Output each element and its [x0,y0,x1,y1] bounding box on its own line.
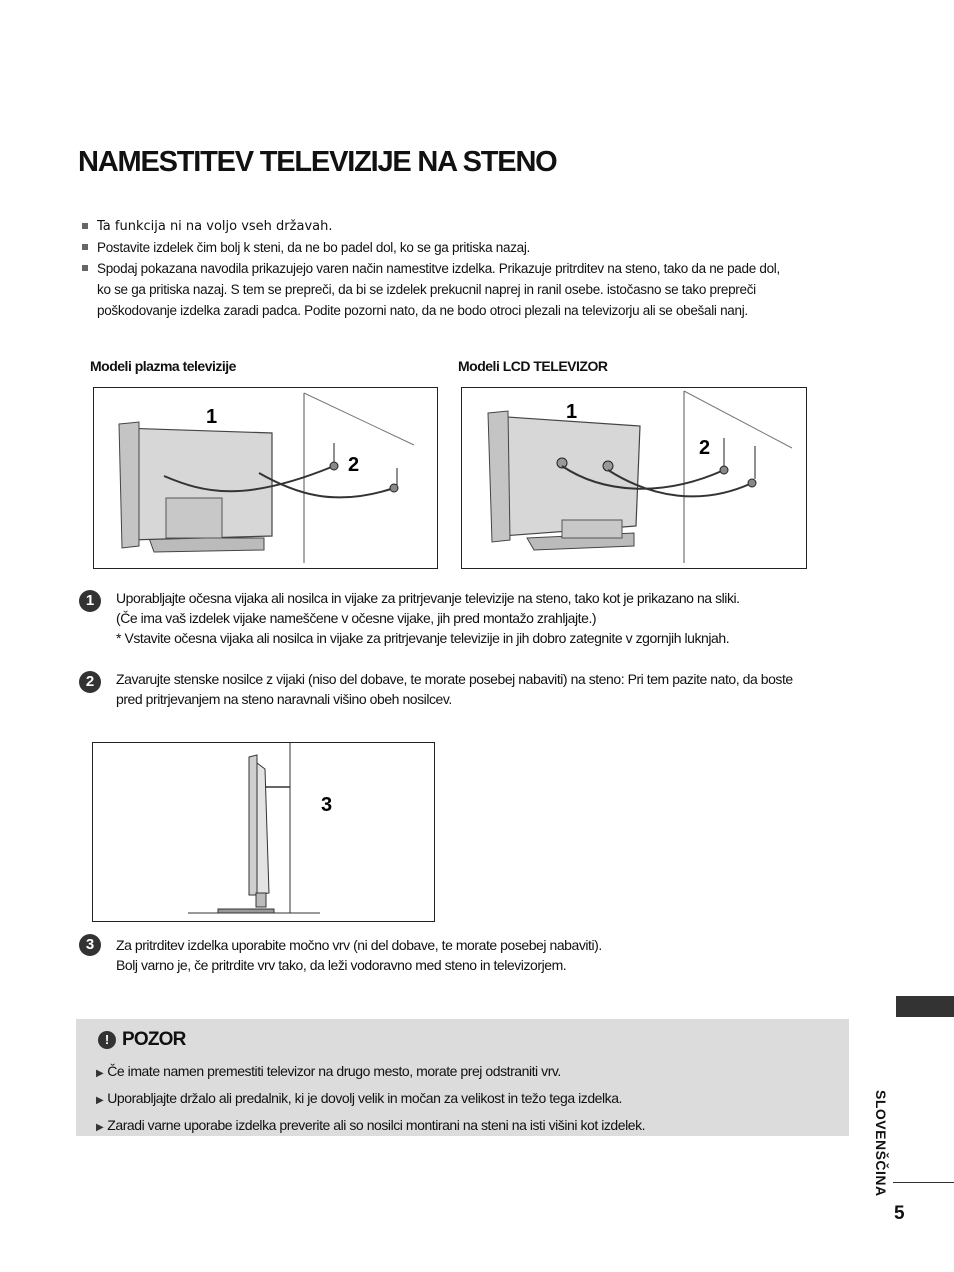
lcd-figure [461,387,807,569]
caution-item-text: Uporabljajte držalo ali predalnik, ki je dovolj velik in močan za velikost in težo tega izdelka. [107,1090,622,1106]
step-line: Zavarujte stenske nosilce z vijaki (niso del dobave, te morate posebej nabaviti) na steno: Pri tem pazite nato, da boste [116,671,793,687]
lcd-caption: Modeli LCD TELEVIZOR [458,358,608,374]
figure-label-2: 2 [699,437,711,459]
plasma-illustration [94,388,437,568]
figure-label-1: 1 [566,401,578,423]
caution-item [96,1113,645,1140]
figure-label-3: 3 [321,794,333,816]
language-label: SLOVENŠČINA [873,1090,889,1197]
step-line: Uporabljajte očesna vijaka ali nosilca in vijake za pritrjevanje televizije na steno, tako kot je prikazano na sliki. [116,590,740,606]
step-3-text [116,935,602,975]
caution-header [98,1029,186,1051]
caution-item [96,1086,645,1113]
caution-item-text: Zaradi varne uporabe izdelka preverite ali so nosilci montirani na steni na isti višini kot izdelek. [107,1117,646,1133]
step-number-1: 1 [79,590,101,612]
step-2-text [116,669,793,709]
language-tab-bar [896,996,954,1017]
bullet-item [80,258,820,321]
bullet-line: Spodaj pokazana navodila prikazujejo varen način namestitve izdelka. Prikazuje pritrditev na steno, tako da ne pade dol, [97,261,780,276]
page-title: NAMESTITEV TELEVIZIJE NA STENO [78,146,557,178]
plasma-figure [93,387,438,569]
bullet-item: Ta funkcija ni na voljo vseh državah. [80,216,820,237]
figure-label-1: 1 [206,406,218,428]
step-line: Bolj varno je, če pritrdite vrv tako, da leži vodoravno med steno in televizorjem. [116,957,567,973]
warning-icon: ! [98,1031,116,1049]
bullet-item: Postavite izdelek čim bolj k steni, da ne bo padel dol, ko se ga pritiska nazaj. [80,237,820,258]
caution-list [96,1059,645,1140]
step-1-text [116,588,740,648]
step-line: * Vstavite očesna vijaka ali nosilca in vijake za pritrjevanje televizije in jih dobro zategnite v zgornjih luknjah. [116,630,730,646]
footer-divider [893,1182,954,1183]
side-view-figure [92,742,435,922]
intro-bullets [80,216,820,321]
triangle-arrow-icon: ▶ [96,1068,104,1079]
figure-label-2: 2 [348,454,360,476]
bullet-line: poškodovanje izdelka zaradi padca. Podite pozorni nato, da ne bodo otroci plezali na televizorju ali se obešali nanj. [97,303,748,318]
step-line: Za pritrditev izdelka uporabite močno vrv (ni del dobave, te morate posebej nabaviti). [116,937,602,953]
caution-item-text: Če imate namen premestiti televizor na drugo mesto, morate prej odstraniti vrv. [107,1063,561,1079]
caution-title: POZOR [122,1029,186,1050]
lcd-illustration [462,388,806,568]
triangle-arrow-icon: ▶ [96,1095,104,1106]
step-line: pred pritrjevanjem na steno naravnali višino obeh nosilcev. [116,691,452,707]
caution-box [76,1019,849,1136]
plasma-caption: Modeli plazma televizije [90,358,236,374]
side-view-illustration [93,743,434,921]
page-number: 5 [894,1203,905,1224]
bullet-line: ko se ga pritiska nazaj. S tem se prepreči, da bi se izdelek prekucnil naprej in ranil osebe. istočasno se tako prepreči [97,282,756,297]
step-number-2: 2 [79,671,101,693]
step-line: (Če ima vaš izdelek vijake nameščene v očesne vijake, jih pred montažo zrahljajte.) [116,610,597,626]
caution-item [96,1059,645,1086]
triangle-arrow-icon: ▶ [96,1122,104,1133]
step-number-3: 3 [79,934,101,956]
